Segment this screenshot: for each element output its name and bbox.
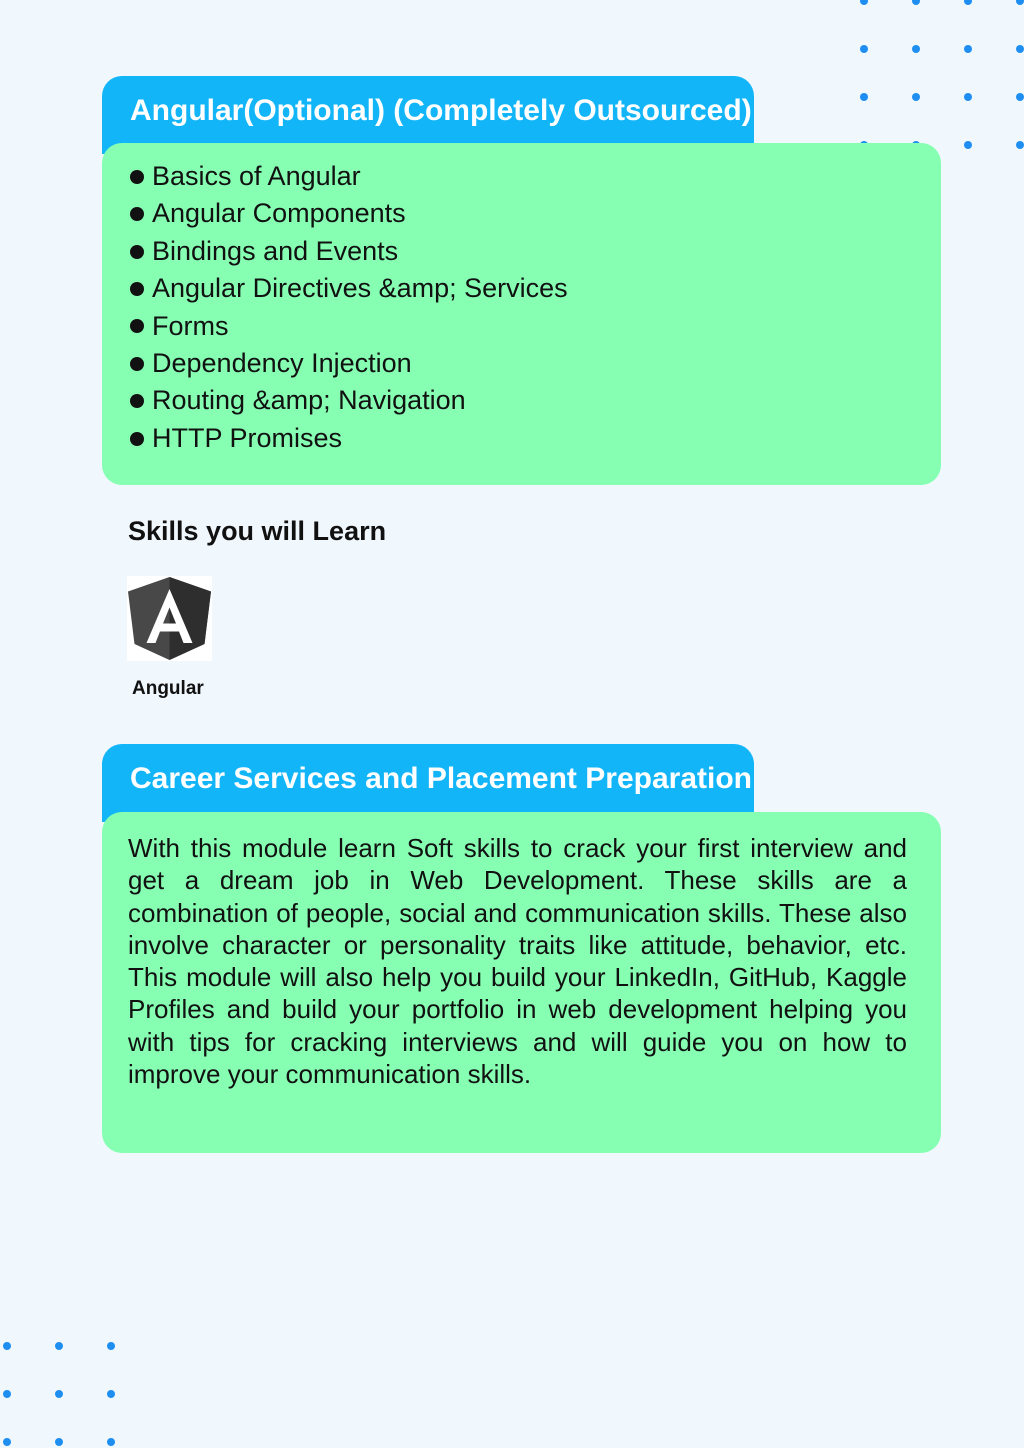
bullet-icon xyxy=(130,394,144,408)
decorative-dots-top-right xyxy=(860,0,1024,149)
career-description: With this module learn Soft skills to crack your first interview and get a dream job in Web Development. These skills are a combination of people, social and communication skills. These also involve character or personality traits like attitude, behavior, etc. This module will also help you build your LinkedIn, GitHub, Kaggle Profiles and build your portfolio in web development helping you with tips for cracking interviews and will guide you on how to improve your communication skills. xyxy=(128,833,907,1090)
list-item: Dependency Injection xyxy=(130,345,941,382)
angular-topics-card xyxy=(102,143,941,485)
list-item: Forms xyxy=(130,308,941,345)
skill-label-angular: Angular xyxy=(132,678,204,699)
bullet-icon xyxy=(130,357,144,371)
skills-heading: Skills you will Learn xyxy=(128,516,387,546)
list-item: Angular Components xyxy=(130,195,941,232)
bullet-icon xyxy=(130,432,144,446)
bullet-icon xyxy=(130,282,144,296)
bullet-icon xyxy=(130,319,144,333)
list-item: HTTP Promises xyxy=(130,420,941,457)
list-item: Routing &amp; Navigation xyxy=(130,382,941,419)
bullet-icon xyxy=(130,207,144,221)
list-item: Bindings and Events xyxy=(130,233,941,270)
decorative-dots-bottom-left xyxy=(3,1342,115,1446)
angular-topic-list xyxy=(130,158,941,457)
bullet-icon xyxy=(130,170,144,184)
career-section-title: Career Services and Placement Preparation xyxy=(102,744,754,822)
career-description-card xyxy=(102,812,941,1153)
list-item: Basics of Angular xyxy=(130,158,941,195)
angular-logo-icon xyxy=(127,576,212,661)
angular-section-title: Angular(Optional) (Completely Outsourced) xyxy=(102,76,754,154)
list-item: Angular Directives &amp; Services xyxy=(130,270,941,307)
bullet-icon xyxy=(130,245,144,259)
